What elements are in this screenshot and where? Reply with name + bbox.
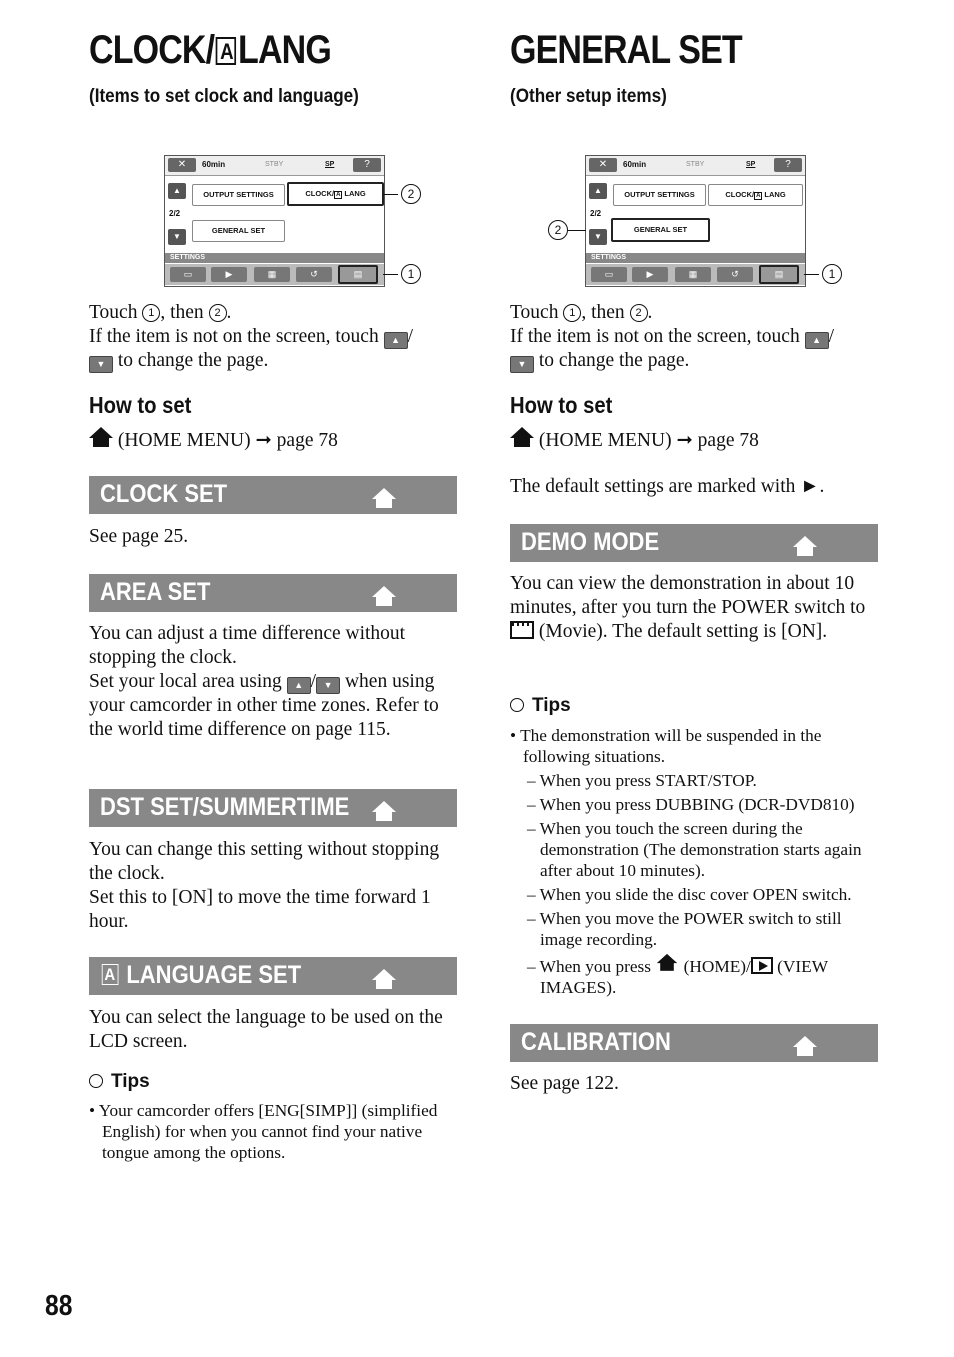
output-settings-button[interactable]: OUTPUT SETTINGS: [613, 184, 706, 206]
home-icon: [510, 427, 534, 438]
language-icon: [102, 964, 119, 985]
touch-text: Touch: [510, 302, 564, 323]
clock-lang-label-b: LANG: [344, 189, 366, 198]
tab-view-images[interactable]: ▶: [632, 267, 668, 282]
title-part-b: LANG: [238, 28, 331, 72]
tips-heading: [510, 695, 571, 717]
then-text: , then: [160, 302, 209, 323]
touch-instructions: [89, 301, 459, 373]
how-to-set-heading: How to set: [510, 392, 613, 418]
tips-item: • Your camcorder offers [ENG[SIMP]] (simplified English) for when you cannot find your native tongue among the options.: [89, 1101, 438, 1162]
tips-item: • The demonstration will be suspended in the following situations.: [510, 726, 822, 766]
tab-others[interactable]: ▦: [254, 267, 290, 282]
tab-settings[interactable]: ▤: [338, 265, 378, 284]
home-menu-path: [89, 427, 459, 453]
home-icon: [89, 427, 113, 438]
section-area-set: [89, 574, 457, 612]
language-icon: A: [756, 193, 761, 199]
arrow-right-icon: ➞: [255, 430, 272, 451]
home-menu-text: (HOME MENU): [538, 430, 672, 451]
page-up-button[interactable]: ▲: [589, 183, 607, 199]
home-icon: [372, 801, 396, 812]
output-settings-button[interactable]: OUTPUT SETTINGS: [192, 184, 285, 206]
page-title-clock-lang: [89, 28, 331, 73]
touch-text: Touch: [89, 302, 143, 323]
clock-lang-button[interactable]: [287, 182, 384, 206]
callout-2: 2: [401, 184, 421, 204]
callout-leader-1: [804, 274, 819, 275]
tips-list: [89, 1100, 459, 1163]
instruction-text-b: to change the page.: [113, 350, 269, 371]
lightbulb-icon: [510, 698, 524, 712]
down-arrow-icon: ▼: [316, 677, 340, 694]
dst-set-p1: You can change this setting without stopping the clock.: [89, 839, 440, 884]
tips-list: [510, 725, 880, 998]
tab-manage[interactable]: ↺: [717, 267, 753, 282]
area-set-text: [89, 622, 459, 742]
area-set-p1: You can adjust a time difference without stopping the clock.: [89, 623, 406, 668]
period-text: .: [647, 302, 653, 323]
up-arrow-icon: ▲: [384, 332, 408, 349]
lightbulb-icon: [89, 1074, 103, 1088]
tips-last-a: When you press: [539, 957, 656, 976]
tab-camera[interactable]: ▭: [591, 267, 627, 282]
tips-subitem: – When you press START/STOP.: [527, 771, 757, 790]
tab-view-images[interactable]: ▶: [211, 267, 247, 282]
home-icon: [657, 954, 677, 963]
page-indicator: 2/2: [169, 209, 181, 218]
tips-subitem: – When you move the POWER switch to still image recording.: [527, 909, 842, 949]
default-settings-note: The default settings are marked with ►.: [510, 476, 825, 497]
category-tabs: [165, 264, 384, 285]
page-up-button[interactable]: ▲: [168, 183, 186, 199]
dst-set-text: [89, 838, 459, 934]
general-set-button[interactable]: GENERAL SET: [611, 218, 710, 242]
tips-item-text: Your camcorder offers [ENG[SIMP]] (simplified English) for when you cannot find your native tongue among the options.: [98, 1101, 438, 1162]
callout-1: 1: [822, 264, 842, 284]
dst-set-p2: Set this to [ON] to move the time forward 1 hour.: [89, 887, 431, 932]
tips-heading: [89, 1071, 150, 1093]
section-language-set: [89, 957, 457, 995]
tips-subitem-text: When you press DUBBING (DCR-DVD810): [539, 795, 855, 814]
section-title: [100, 961, 301, 990]
page-subtitle: (Other setup items): [510, 86, 667, 107]
tips-subitem-text: When you move the POWER switch to still image recording.: [539, 909, 842, 949]
calibration-text: See page 122.: [510, 1073, 619, 1094]
down-arrow-icon: ▼: [89, 356, 113, 373]
stby-indicator: STBY: [686, 161, 705, 168]
help-button[interactable]: ?: [774, 158, 802, 172]
demo-mode-text-b: (Movie). The default setting is [ON].: [534, 621, 828, 642]
tips-subitem: – When you press (HOME)/ (VIEW IMAGES).: [510, 953, 880, 998]
tips-subitem: – When you touch the screen during the demonstration (The demonstration starts again after about 10 minutes).: [527, 819, 862, 880]
slash-text: /: [828, 326, 835, 347]
lcd-screen: [164, 155, 385, 287]
lcd-top-bar: [586, 156, 805, 176]
language-icon-letter: A: [220, 39, 233, 64]
demo-mode-text: [510, 572, 880, 644]
up-arrow-icon: ▲: [287, 677, 311, 694]
tips-item-text: The demonstration will be suspended in the following situations.: [520, 726, 822, 766]
close-button[interactable]: ✕: [589, 158, 617, 172]
section-title: AREA SET: [100, 578, 211, 606]
language-icon: A: [336, 192, 341, 198]
lcd-screen: [585, 155, 806, 287]
clock-lang-button[interactable]: [708, 184, 803, 206]
tips-subitem: – When you slide the disc cover OPEN switch.: [527, 885, 852, 904]
callout-2: 2: [548, 220, 568, 240]
home-icon: [372, 488, 396, 499]
instruction-text-a: If the item is not on the screen, touch: [510, 326, 805, 347]
language-icon-letter: A: [104, 965, 116, 984]
view-images-icon: [751, 957, 773, 974]
section-calibration: [510, 1024, 878, 1062]
section-title: DST SET/SUMMERTIME: [100, 793, 350, 821]
page-number: 88: [45, 1290, 73, 1322]
clock-lang-label-a: CLOCK/: [725, 190, 755, 199]
slash-text: /: [310, 671, 317, 692]
down-arrow-icon: ▼: [510, 356, 534, 373]
tab-others[interactable]: ▦: [675, 267, 711, 282]
page-down-button[interactable]: ▼: [589, 229, 607, 245]
then-text: , then: [581, 302, 630, 323]
page-subtitle: (Items to set clock and language): [89, 86, 359, 107]
close-button[interactable]: ✕: [168, 158, 196, 172]
circle-number-2: 2: [630, 304, 648, 322]
area-set-p2b: when using your camcorder in other time zones. Refer to the world time difference on page 115.: [89, 671, 439, 740]
tips-subitem-text: When you slide the disc cover OPEN switch.: [539, 885, 852, 904]
help-button[interactable]: ?: [353, 158, 381, 172]
clock-set-text: See page 25.: [89, 526, 189, 547]
sp-indicator: SP: [746, 161, 756, 168]
section-demo-mode: [510, 524, 878, 562]
tab-camera[interactable]: ▭: [170, 267, 206, 282]
home-menu-text: (HOME MENU): [117, 430, 251, 451]
circle-number-1: 1: [563, 304, 581, 322]
period-text: .: [226, 302, 232, 323]
general-set-button[interactable]: GENERAL SET: [192, 220, 285, 242]
callout-leader-1: [383, 274, 398, 275]
section-title: DEMO MODE: [521, 528, 660, 556]
battery-indicator: 60min: [202, 160, 226, 169]
tab-settings[interactable]: ▤: [759, 265, 799, 284]
touch-instructions: [510, 301, 880, 373]
area-set-p2a: Set your local area using: [89, 671, 287, 692]
sp-indicator: SP: [325, 161, 335, 168]
settings-category-bar: SETTINGS: [165, 253, 384, 263]
tips-subitem: – When you press DUBBING (DCR-DVD810): [527, 795, 855, 814]
language-set-title: LANGUAGE SET: [126, 961, 302, 989]
tips-last-b: (HOME)/: [679, 957, 751, 976]
tips-subitem-text: When you press START/STOP.: [539, 771, 757, 790]
callout-1: 1: [401, 264, 421, 284]
settings-category-bar: SETTINGS: [586, 253, 805, 263]
language-icon: [216, 37, 236, 65]
arrow-right-icon: ➞: [676, 430, 693, 451]
callout-leader-2: [568, 230, 586, 231]
tips-label: Tips: [111, 1071, 150, 1092]
tab-manage[interactable]: ↺: [296, 267, 332, 282]
up-arrow-icon: ▲: [805, 332, 829, 349]
home-icon: [793, 536, 817, 547]
page-ref: page 78: [697, 430, 759, 451]
page-indicator: 2/2: [590, 209, 602, 218]
lcd-top-bar: [165, 156, 384, 176]
page-title-general-set: GENERAL SET: [510, 28, 742, 72]
movie-icon: [510, 621, 534, 639]
instruction-text-a: If the item is not on the screen, touch: [89, 326, 384, 347]
title-part-a: CLOCK/: [89, 28, 215, 72]
callout-leader-2: [383, 194, 398, 195]
home-icon: [372, 969, 396, 980]
slash-text: /: [407, 326, 414, 347]
section-dst-set: [89, 789, 457, 827]
page-down-button[interactable]: ▼: [168, 229, 186, 245]
clock-lang-label-a: CLOCK/: [305, 189, 335, 198]
demo-mode-text-a: You can view the demonstration in about 10 minutes, after you turn the POWER switch to: [510, 573, 866, 618]
section-clock-set: [89, 476, 457, 514]
battery-indicator: 60min: [623, 160, 647, 169]
section-title: CALIBRATION: [521, 1028, 671, 1056]
language-set-text: You can select the language to be used on the LCD screen.: [89, 1007, 443, 1052]
tips-last-c: (VIEW IMAGES).: [540, 957, 828, 997]
category-tabs: [586, 264, 805, 285]
instruction-text-b: to change the page.: [534, 350, 690, 371]
circle-number-1: 1: [142, 304, 160, 322]
tips-subitem-text: When you touch the screen during the demonstration (The demonstration starts again after about 10 minutes).: [539, 819, 862, 880]
how-to-set-heading: How to set: [89, 392, 192, 418]
home-icon: [793, 1036, 817, 1047]
page-ref: page 78: [276, 430, 338, 451]
home-icon: [372, 586, 396, 597]
tips-label: Tips: [532, 695, 571, 716]
clock-lang-label-b: LANG: [764, 190, 786, 199]
section-title: CLOCK SET: [100, 480, 228, 508]
circle-number-2: 2: [209, 304, 227, 322]
home-menu-path: [510, 427, 880, 453]
stby-indicator: STBY: [265, 161, 284, 168]
